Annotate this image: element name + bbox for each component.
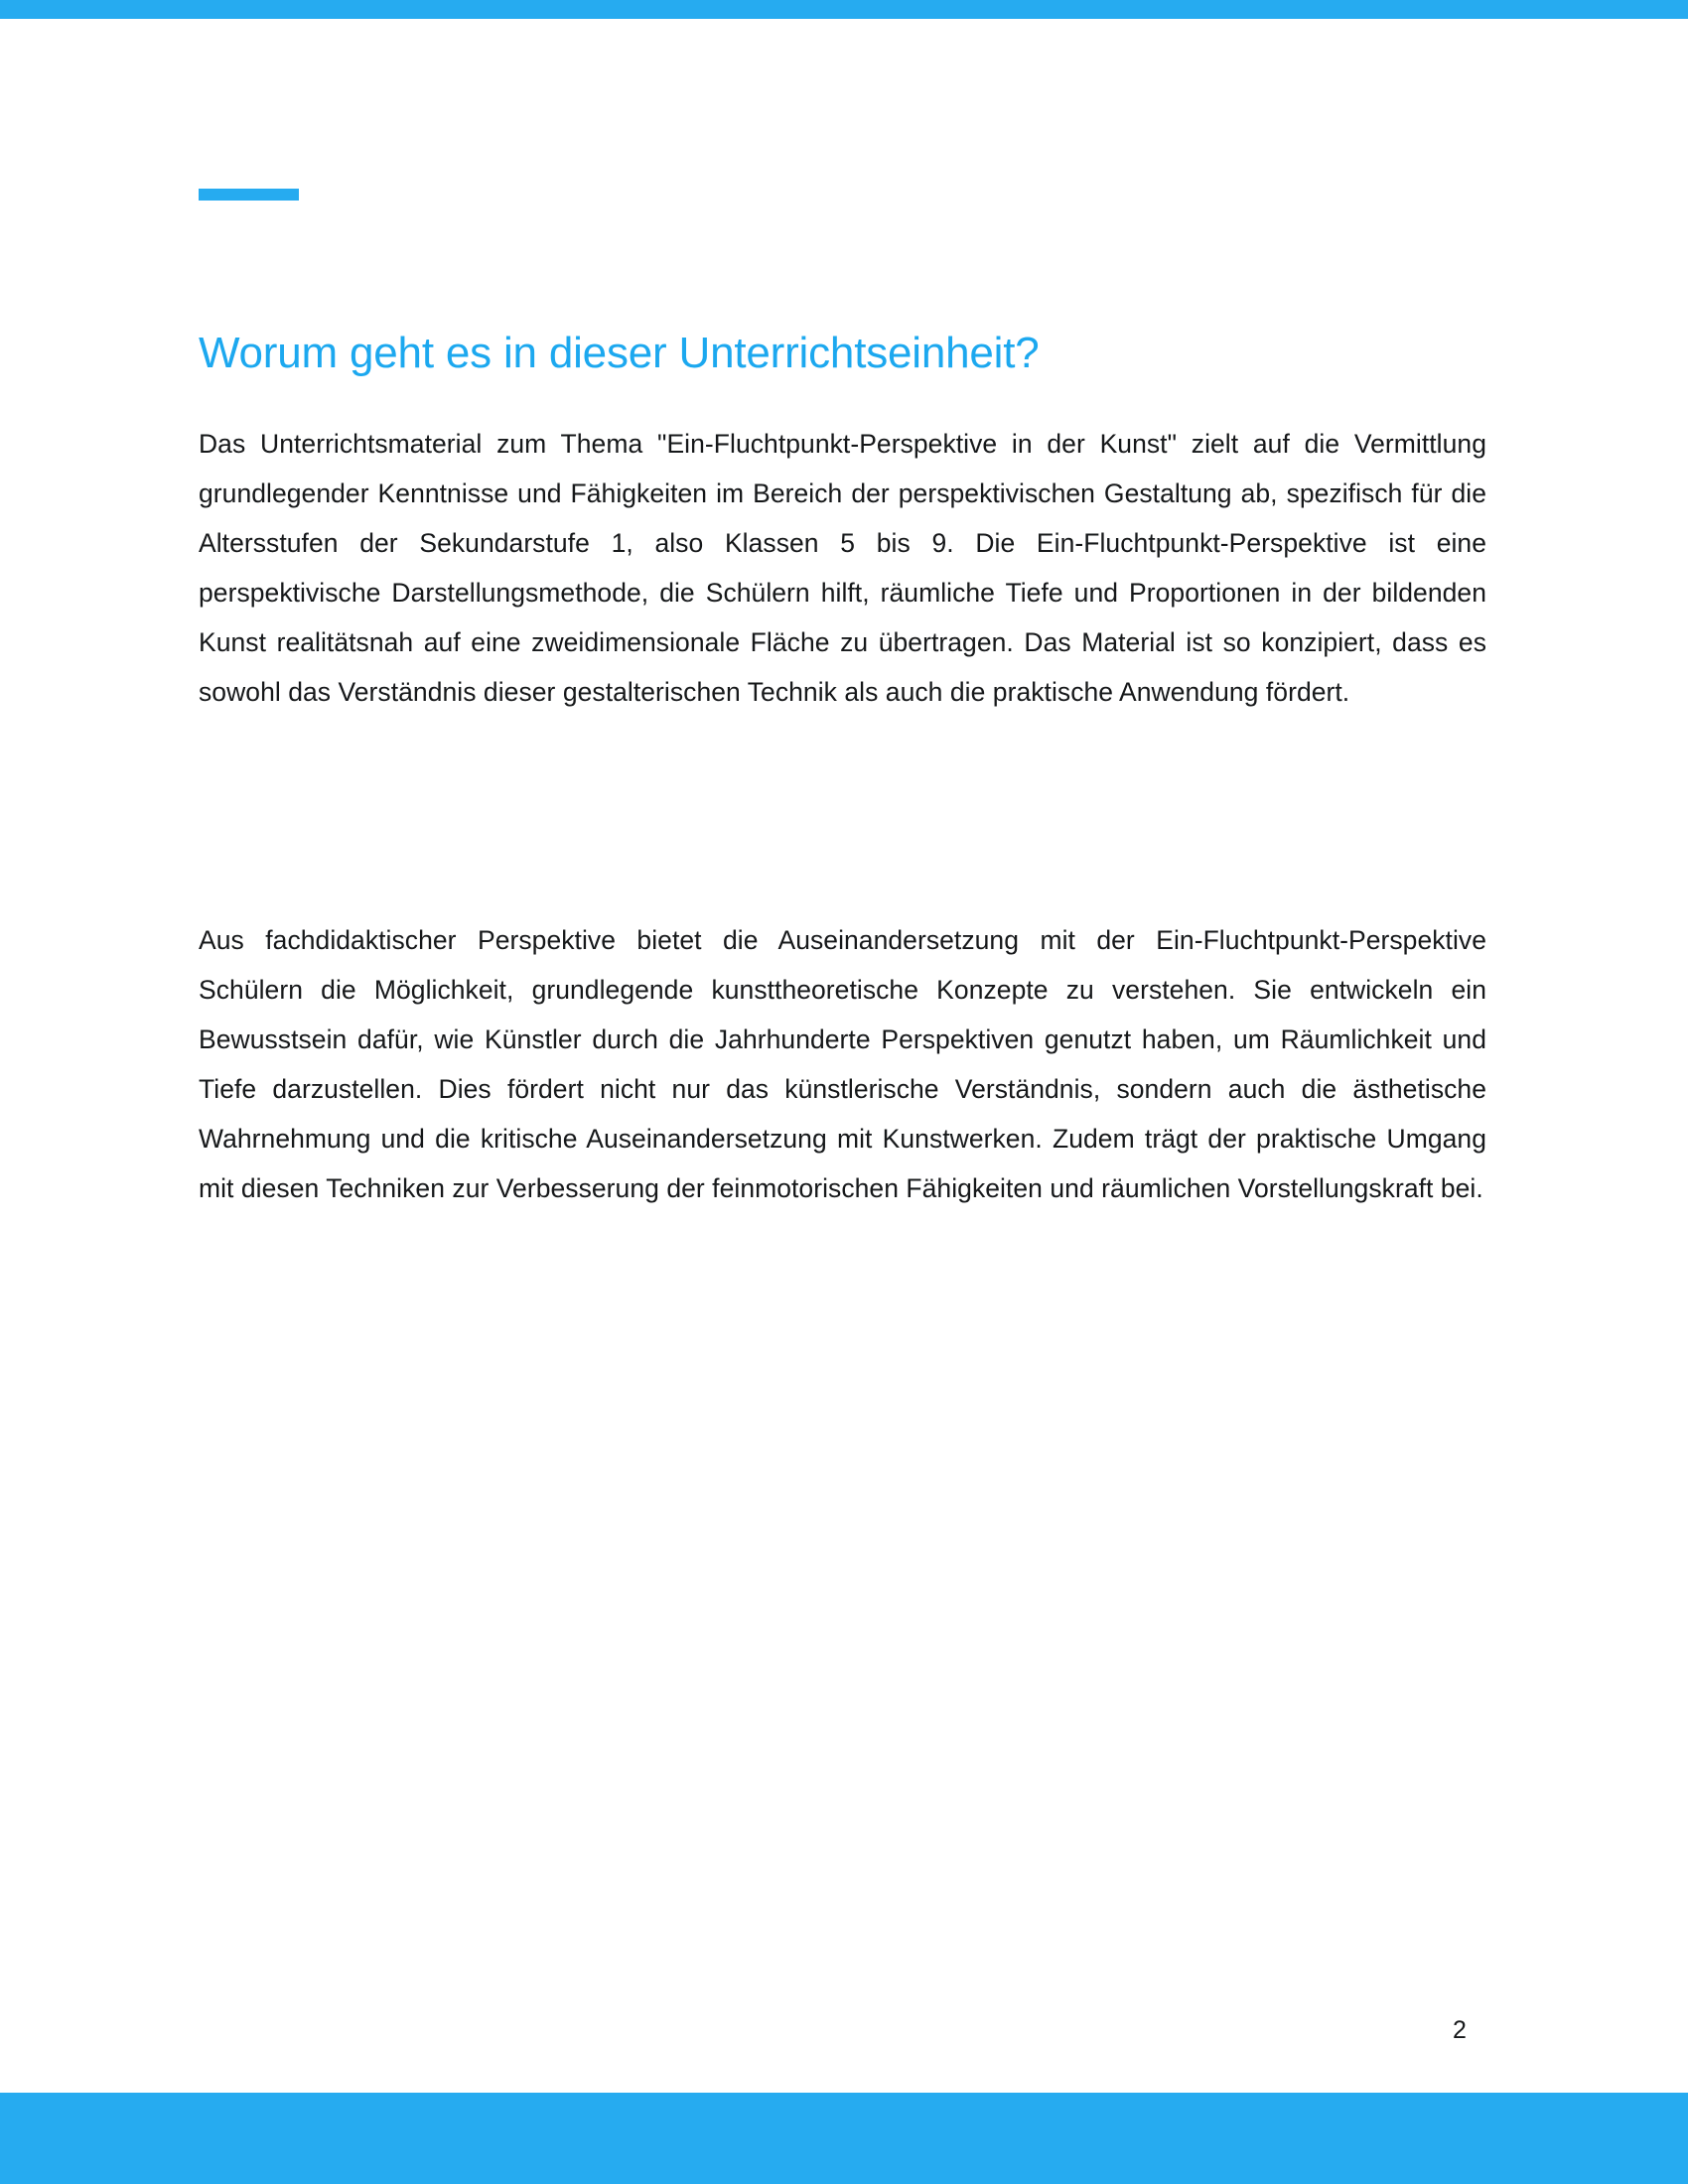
body-paragraph-1: Das Unterrichtsmaterial zum Thema "Ein-Fluchtpunkt-Perspektive in der Kunst" zielt auf die Vermittlung grundlegender Kenntnisse und Fähigkeiten im Bereich der perspektivischen Gestaltung ab, spezifisch für die Altersstufen der Sekundarstufe 1, also Klassen 5 bis 9. Die Ein-Fluchtpunkt-Perspektive ist eine perspektivische Darstellungsmethode, die Schülern hilft, räumliche Tiefe und Proportionen in der bildenden Kunst realitätsnah auf eine zweidimensionale Fläche zu übertragen. Das Material ist so konzipiert, dass es sowohl das Verständnis dieser gestalterischen Technik als auch die praktische Anwendung fördert. xyxy=(199,428,1486,707)
body-paragraph-2: Aus fachdidaktischer Perspektive bietet die Auseinandersetzung mit der Ein-Fluchtpunkt-Perspektive Schülern die Möglichkeit, grundlegende kunsttheoretische Konzepte zu verstehen. Sie entwickeln ein Bewusstsein dafür, wie Künstler durch die Jahrhunderte Perspektiven genutzt haben, um Räumlichkeit und Tiefe darzustellen. Dies fördert nicht nur das künstlerische Verständnis, sondern auch die ästhetische Wahrnehmung und die kritische Auseinandersetzung mit Kunstwerken. Zudem trägt der praktische Umgang mit diesen Techniken zur Verbesserung der feinmotorischen Fähigkeiten und räumlichen Vorstellungskraft bei. xyxy=(199,924,1486,1203)
page-title: Worum geht es in dieser Unterrichtseinheit? xyxy=(199,329,1040,378)
page-number: 2 xyxy=(1453,2016,1467,2044)
heading-accent-rule xyxy=(199,189,299,201)
page-bottom-accent-bar xyxy=(0,2093,1688,2184)
page-top-accent-bar xyxy=(0,0,1688,19)
